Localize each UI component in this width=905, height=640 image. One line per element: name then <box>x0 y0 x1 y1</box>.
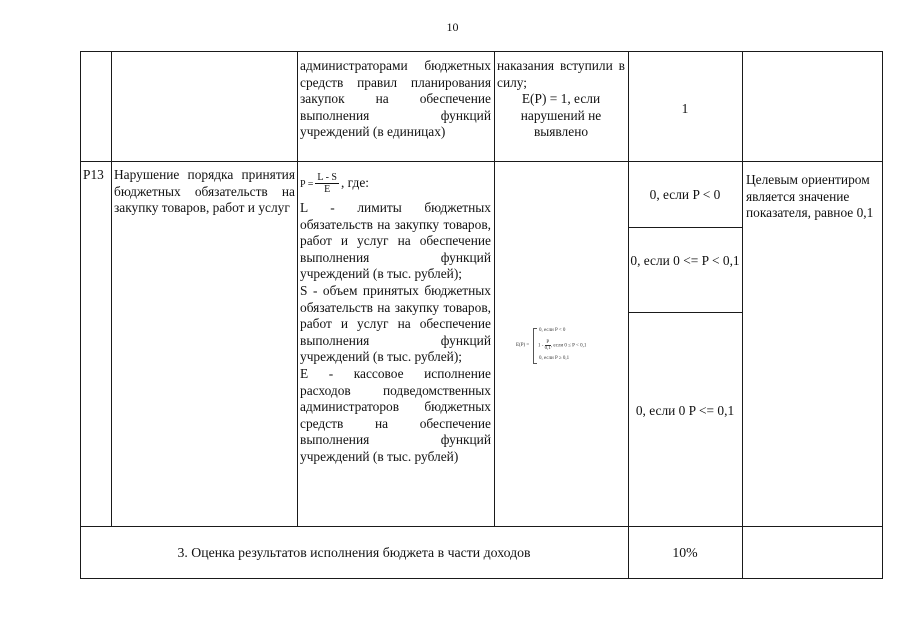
indicator-name: Нарушение порядка принятия бюджетных обязательств на закупку товаров, работ и услуг <box>114 167 295 216</box>
definition-l: L - лимиты бюджетных обязательств на закупку товаров, работ и услуг на обеспечение выполнения функций учреждений (в тыс. рублей); <box>300 200 491 282</box>
formula-numerator: L - S <box>317 172 337 184</box>
continued-rule-text <box>497 58 625 141</box>
section-3-title: 3. Оценка результатов исполнения бюджета в части доходов <box>177 545 531 560</box>
value-3-text: 0, если 0 P <= 0,1 <box>635 403 735 418</box>
piecewise-row-2-cond: , если 0 ≤ P < 0,1 <box>550 343 587 349</box>
value-2 <box>630 253 740 270</box>
value-1: 0, если P < 0 <box>649 187 721 202</box>
formula-denominator: E <box>324 184 331 196</box>
piecewise-row-2-prefix: 1 - <box>538 343 544 349</box>
definition-s: S - объем принятых бюджетных обязательств на закупку товаров, работ и услуг на обеспечение выполнения функций учреждений (в тыс. рублей); <box>300 282 491 365</box>
indicator-comment: Целевым ориентиром является значение показателя, равное 0,1 <box>746 172 874 221</box>
formula-lhs: P = <box>300 179 314 190</box>
section-3-weight: 10% <box>672 545 698 560</box>
col-divider-4 <box>628 51 629 579</box>
table-border-bottom <box>80 578 883 579</box>
piecewise-brace <box>533 328 537 364</box>
table-border-top <box>80 51 883 52</box>
piecewise-row-3: 0, если P ≥ 0,1 <box>539 356 570 361</box>
value-divider-2 <box>628 312 742 313</box>
indicator-id: P13 <box>83 167 104 182</box>
value-divider-1 <box>628 227 742 228</box>
continued-value: 1 <box>681 101 689 116</box>
piecewise-lhs: E(P) = <box>516 343 530 348</box>
definition-e: E - кассовое исполнение расходов подведомственных администраторов бюджетных средств на обеспечение выполнения функций учреждений (в тыс. рублей) <box>300 365 491 464</box>
piecewise-row-2 <box>538 340 586 351</box>
piecewise-row-1: 0, если P < 0 <box>539 328 566 333</box>
continued-rule-line: наказания вступили в силу; <box>497 58 625 90</box>
continued-rule-condition: E(P) = 1, если нарушений не выявлено <box>520 91 602 140</box>
table-border-left <box>80 51 81 579</box>
piecewise-fraction-den: 0,1 <box>544 346 551 351</box>
table-border-right <box>882 51 883 579</box>
value-2-text: 0, если 0 <= P < 0,1 <box>630 253 740 268</box>
value-3 <box>632 403 738 420</box>
piecewise-fraction-num: P <box>546 340 550 345</box>
col-divider-2 <box>297 51 298 527</box>
formula <box>300 166 491 200</box>
row-divider-section3 <box>80 526 883 527</box>
page-number: 10 <box>446 20 459 34</box>
col-divider-3 <box>494 51 495 527</box>
col-divider-5 <box>742 51 743 579</box>
formula-block <box>300 166 491 466</box>
col-divider-1 <box>111 51 112 527</box>
formula-fraction <box>315 172 339 195</box>
piecewise-formula <box>516 326 616 366</box>
continued-method-text: администраторами бюджетных средств правил планирования закупок на обеспечение выполнения функций учреждений (в единицах) <box>300 58 491 140</box>
formula-suffix: , где: <box>340 175 369 190</box>
row-divider-p13 <box>80 161 883 162</box>
